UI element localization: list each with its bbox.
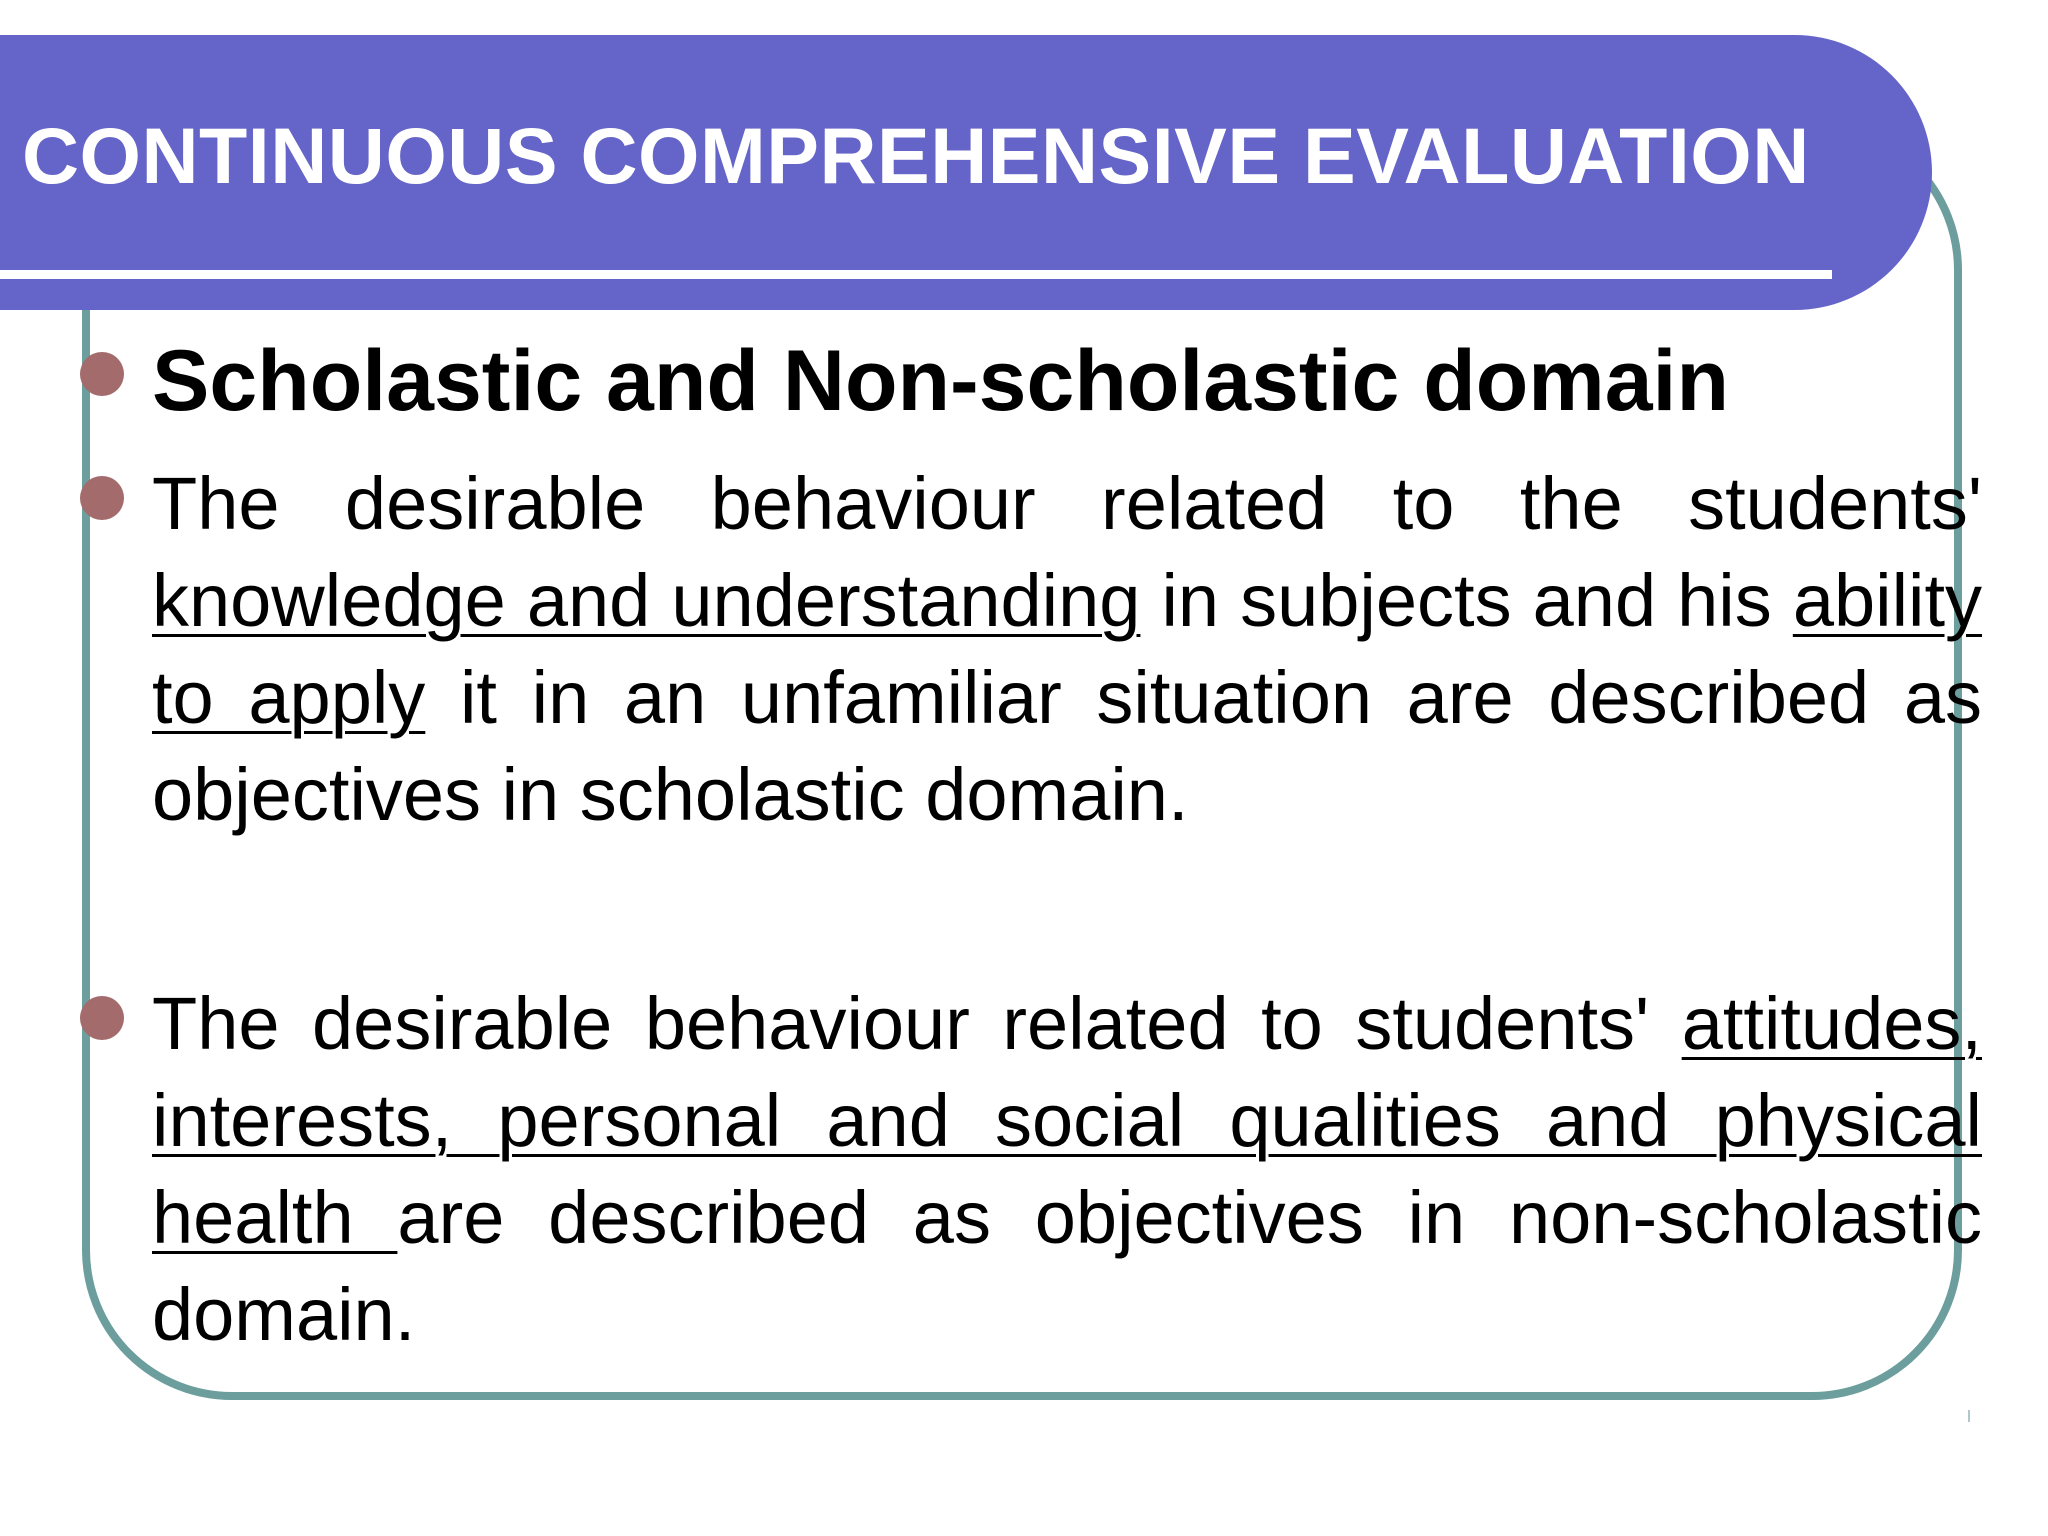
paragraph-text: are described as objectives in non-scholastic domain.	[152, 1176, 1983, 1356]
underlined-phrase: attitudes, interests, personal and social qualities and physical health	[152, 982, 1982, 1259]
slide-title: CONTINUOUS COMPREHENSIVE EVALUATION	[22, 111, 1810, 200]
paragraph-text: in subjects and his	[1140, 559, 1793, 642]
divider-mark	[1968, 1410, 1970, 1422]
paragraph-text: The desirable behaviour related to the students'	[152, 462, 1982, 545]
bullet-icon	[80, 352, 124, 396]
title-underline	[0, 270, 1832, 279]
slide-heading: Scholastic and Non-scholastic domain	[152, 333, 1729, 429]
paragraph-text: it in an unfamiliar situation are described as objectives in scholastic domain.	[152, 656, 1983, 836]
underlined-phrase: knowledge and understanding	[152, 559, 1141, 642]
bullet-icon	[80, 996, 124, 1040]
paragraph-scholastic	[152, 455, 1982, 843]
underlined-phrase: ability to apply	[152, 559, 1983, 739]
bullet-icon	[80, 476, 124, 520]
paragraph-non-scholastic	[152, 975, 1982, 1363]
paragraph-text: The desirable behaviour related to students'	[152, 982, 1682, 1065]
